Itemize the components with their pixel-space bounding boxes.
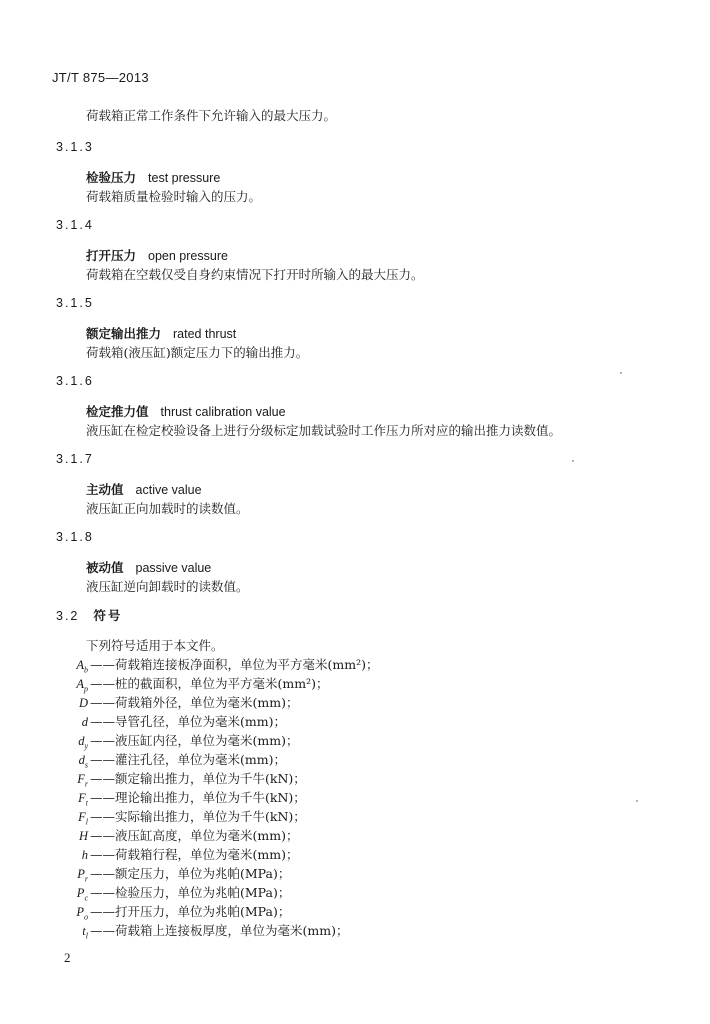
term-chinese: 被动值 <box>86 560 124 575</box>
term-heading <box>86 480 202 498</box>
symbol-description: ——理论输出推力，单位为千牛(kN)； <box>90 790 306 805</box>
symbol: $P_r$ <box>77 867 88 884</box>
term-chinese: 额定输出推力 <box>86 326 162 341</box>
symbol: $P_c$ <box>76 886 88 903</box>
symbol-entry <box>62 731 298 751</box>
term-definition: 液压缸在检定校验设备上进行分级标定加载试验时工作压力所对应的输出推力读数值。 <box>86 423 562 438</box>
section-number: 3.2 <box>56 609 80 623</box>
term-english: rated thrust <box>173 327 237 341</box>
page-number: 2 <box>64 950 71 965</box>
symbol-description: ——荷载箱上连接板厚度，单位为毫米(mm)； <box>90 923 349 938</box>
symbol-entry <box>62 712 286 732</box>
symbol-description: ——额定压力，单位为兆帕(MPa)； <box>90 866 291 881</box>
symbol-description: ——额定输出推力，单位为千牛(kN)； <box>90 771 306 786</box>
term-chinese: 主动值 <box>86 482 124 497</box>
symbol-description: ——液压缸内径，单位为毫米(mm)； <box>90 733 299 748</box>
scan-speck <box>572 460 574 462</box>
term-definition: 荷载箱在空载仅受自身约束情况下打开时所输入的最大压力。 <box>86 267 424 282</box>
scan-speck <box>636 800 638 802</box>
term-definition: 液压缸正向加载时的读数值。 <box>86 501 249 516</box>
term-english: test pressure <box>148 171 221 185</box>
term-english: thrust calibration value <box>160 405 286 419</box>
symbol-description: ——荷载箱外径，单位为毫米(mm)； <box>90 695 299 710</box>
symbol-entry <box>62 826 298 846</box>
symbol: H <box>78 829 88 843</box>
clause-number: 3.1.8 <box>56 530 94 544</box>
symbol-description: ——荷载箱行程，单位为毫米(mm)； <box>90 847 299 862</box>
clause-number: 3.1.7 <box>56 452 94 466</box>
section-title: 符号 <box>93 608 123 623</box>
symbol-entry <box>62 883 290 903</box>
symbol-entry <box>62 902 290 922</box>
symbol: h <box>81 848 88 862</box>
symbol-entry <box>62 921 348 941</box>
symbols-intro: 下列符号适用于本文件。 <box>86 638 224 653</box>
term-heading <box>86 402 286 420</box>
symbol: D <box>78 696 88 710</box>
symbol-description: ——实际输出推力，单位为千牛(kN)； <box>90 809 306 824</box>
symbol: $d_s$ <box>78 753 88 770</box>
term-chinese: 打开压力 <box>86 248 137 263</box>
symbol-description: ——桩的截面积，单位为平方毫米(mm²)； <box>90 676 329 691</box>
symbol-entry <box>62 845 298 865</box>
section-heading <box>56 606 122 624</box>
term-chinese: 检验压力 <box>86 170 137 185</box>
symbol-description: ——打开压力，单位为兆帕(MPa)； <box>90 904 291 919</box>
symbol: d <box>81 715 88 729</box>
term-heading <box>86 246 228 264</box>
symbol-description: ——导管孔径，单位为毫米(mm)； <box>90 714 286 729</box>
symbol-entry <box>62 864 290 884</box>
symbol-entry <box>62 693 298 713</box>
intro-definition-line: 荷载箱正常工作条件下允许输入的最大压力。 <box>86 108 337 123</box>
symbol: $t_l$ <box>82 924 88 941</box>
clause-number: 3.1.6 <box>56 374 94 388</box>
symbol-entry <box>62 788 306 808</box>
term-heading <box>86 558 211 576</box>
symbol-description: ——灌注孔径，单位为毫米(mm)； <box>90 752 286 767</box>
symbol: $A_b$ <box>76 658 88 675</box>
term-chinese: 检定推力值 <box>86 404 149 419</box>
symbol-entry <box>62 655 378 675</box>
clause-number: 3.1.3 <box>56 140 94 154</box>
term-heading <box>86 324 236 342</box>
symbol: $d_y$ <box>78 734 88 751</box>
symbol: $A_p$ <box>76 677 88 694</box>
term-heading <box>86 168 220 186</box>
symbol: $F_r$ <box>77 772 88 789</box>
symbol-description: ——荷载箱连接板净面积，单位为平方毫米(mm²)； <box>90 657 379 672</box>
clause-number: 3.1.4 <box>56 218 94 232</box>
symbol-description: ——检验压力，单位为兆帕(MPa)； <box>90 885 291 900</box>
term-english: passive value <box>135 561 212 575</box>
term-english: active value <box>135 483 202 497</box>
symbol-entry <box>62 674 328 694</box>
symbol-entry <box>62 769 306 789</box>
term-definition: 荷载箱质量检验时输入的压力。 <box>86 189 262 204</box>
term-definition: 液压缸逆向卸载时的读数值。 <box>86 579 249 594</box>
symbol-description: ——液压缸高度，单位为毫米(mm)； <box>90 828 299 843</box>
symbol: $F_l$ <box>78 810 88 827</box>
symbol-entry <box>62 807 306 827</box>
term-definition: 荷载箱(液压缸)额定压力下的输出推力。 <box>86 345 309 360</box>
symbol: $P_o$ <box>76 905 88 922</box>
clause-number: 3.1.5 <box>56 296 94 310</box>
scan-speck <box>620 372 622 374</box>
symbol: $F_t$ <box>78 791 88 808</box>
term-english: open pressure <box>148 249 228 263</box>
standard-number-header: JT/T 875—2013 <box>52 70 149 85</box>
symbol-entry <box>62 750 286 770</box>
